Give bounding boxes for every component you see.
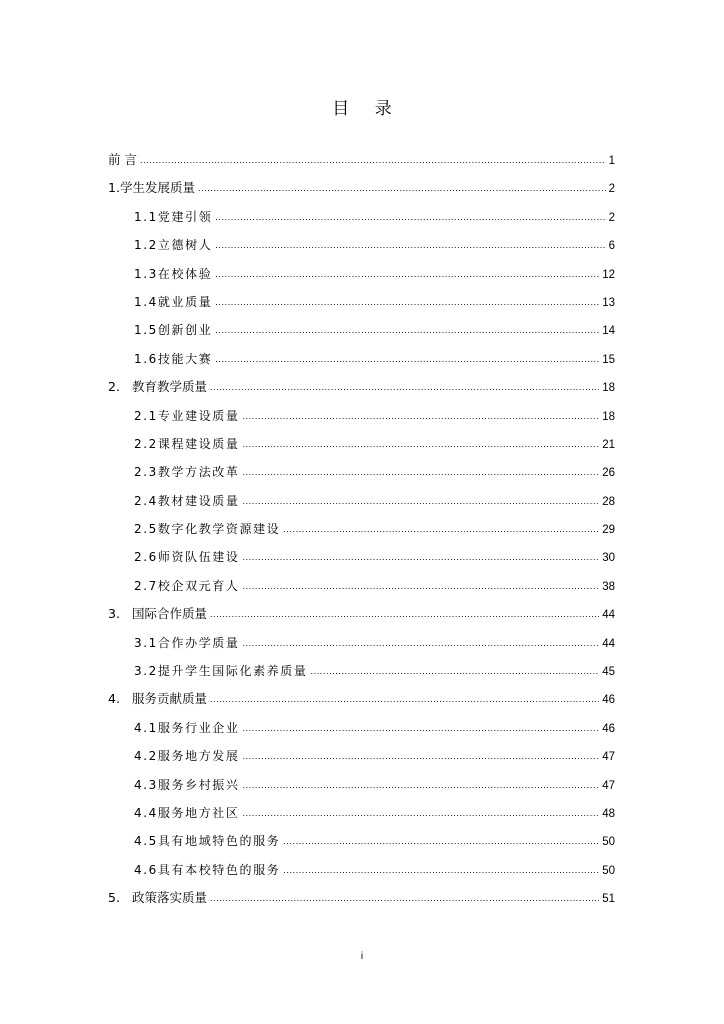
toc-section-entry[interactable]: [108, 288, 615, 316]
toc-chapter-entry[interactable]: [108, 174, 615, 202]
toc-dot-leader: [198, 174, 606, 202]
toc-entry-label: 创新创业: [157, 323, 213, 338]
toc-entry-number: 2.6: [134, 550, 158, 565]
toc-entry-label: 教材建设质量: [157, 493, 240, 508]
toc-dot-leader: [243, 771, 600, 799]
toc-dot-leader: [210, 600, 599, 628]
page-number: i: [360, 951, 364, 962]
toc-section-entry[interactable]: [108, 572, 615, 600]
toc-dot-leader: [283, 827, 599, 855]
toc-entry-page: 26: [602, 467, 615, 480]
toc-section-entry[interactable]: [108, 742, 615, 770]
toc-entry-page: 50: [602, 864, 615, 877]
toc-entry-number: 1.5: [134, 323, 158, 338]
toc-dot-leader: [283, 515, 599, 543]
toc-dot-leader: [243, 742, 600, 770]
toc-dot-leader: [215, 288, 599, 316]
toc-entry-page: 2: [608, 183, 615, 196]
toc-entry-page: 1: [608, 155, 615, 167]
toc-entry-label: 合作办学质量: [157, 635, 240, 650]
toc-entry-label: 在校体验: [157, 266, 213, 281]
toc-dot-leader: [243, 430, 600, 458]
toc-dot-leader: [215, 231, 605, 259]
toc-entry-label: 课程建设质量: [157, 436, 240, 451]
toc-entry-page: 30: [602, 552, 615, 565]
toc-dot-leader: [215, 203, 605, 231]
toc-entry-number: 4.4: [134, 805, 158, 820]
toc-entry-label: 数字化教学资源建设: [157, 522, 281, 537]
toc-entry-number: 5.: [108, 890, 120, 906]
toc-entry-label: 技能大赛: [157, 351, 213, 366]
toc-section-entry[interactable]: [108, 402, 615, 430]
toc-entry-number: 4.2: [134, 749, 158, 764]
toc-section-entry[interactable]: [108, 714, 615, 742]
toc-entry-label: 具有本校特色的服务: [157, 862, 281, 877]
toc-entry-page: 6: [608, 240, 615, 253]
toc-entry-page: 45: [602, 666, 615, 679]
toc-entry-label: 服务行业企业: [157, 720, 240, 735]
toc-entry-label: 政策落实质量: [131, 890, 207, 906]
toc-entry-number: 1.: [108, 180, 120, 196]
toc-dot-leader: [243, 402, 600, 430]
toc-entry-page: 38: [602, 580, 615, 593]
toc-chapter-entry[interactable]: [108, 884, 615, 912]
table-of-contents: [108, 146, 615, 913]
toc-dot-leader: [210, 884, 599, 912]
toc-entry-number: 2.7: [134, 578, 158, 593]
toc-entry-label: 服务乡村振兴: [157, 777, 240, 792]
toc-entry-page: 44: [602, 609, 615, 622]
toc-dot-leader: [243, 799, 600, 827]
toc-entry-label: 服务贡献质量: [131, 691, 207, 707]
toc-entry-number: 3.2: [134, 664, 158, 679]
toc-entry-page: 21: [602, 438, 615, 451]
toc-section-entry[interactable]: [108, 515, 615, 543]
toc-entry-label: 服务地方社区: [157, 805, 240, 820]
toc-dot-leader: [243, 572, 600, 600]
toc-entry-page: 47: [602, 751, 615, 764]
toc-section-entry[interactable]: [108, 231, 615, 259]
toc-section-entry[interactable]: [108, 345, 615, 373]
toc-entry-number: 3.1: [134, 635, 158, 650]
toc-entry-page: 18: [602, 382, 615, 395]
toc-entry-number: 1.1: [134, 209, 158, 224]
toc-dot-leader: [215, 345, 599, 373]
toc-entry-label: 服务地方发展: [157, 749, 240, 764]
toc-dot-leader: [243, 543, 600, 571]
toc-chapter-entry[interactable]: [108, 600, 615, 628]
toc-entry-label: 专业建设质量: [157, 408, 240, 423]
toc-entry-number: 1.6: [134, 351, 158, 366]
toc-entry-page: 48: [602, 807, 615, 820]
toc-dot-leader: [215, 260, 599, 288]
toc-entry-label: 立德树人: [157, 238, 213, 253]
toc-entry-page: 46: [602, 694, 615, 707]
toc-chapter-entry[interactable]: [108, 373, 615, 401]
toc-entry-number: 2.: [108, 379, 120, 395]
toc-entry-number: 3.: [108, 606, 120, 622]
toc-entry-label: 学生发展质量: [119, 180, 195, 196]
toc-entry-number: 1.2: [134, 238, 158, 253]
toc-section-entry[interactable]: [108, 657, 615, 685]
toc-entry-page: 14: [602, 325, 615, 338]
toc-dot-leader: [243, 629, 600, 657]
toc-entry-label: 党建引领: [157, 209, 213, 224]
toc-entry-label: 具有地域特色的服务: [157, 834, 281, 849]
toc-section-entry[interactable]: [108, 430, 615, 458]
toc-entry-page: 29: [602, 524, 615, 537]
toc-section-entry[interactable]: [108, 316, 615, 344]
toc-section-entry[interactable]: [108, 203, 615, 231]
toc-entry-number: 2.5: [134, 522, 158, 537]
toc-entry-number: 4.6: [134, 862, 158, 877]
toc-section-entry[interactable]: [108, 629, 615, 657]
toc-entry-label: 师资队伍建设: [157, 550, 240, 565]
toc-entry-label: 就业质量: [157, 294, 213, 309]
toc-dot-leader: [243, 714, 600, 742]
toc-entry-number: 1.4: [134, 294, 158, 309]
toc-entry-page: 12: [602, 268, 615, 281]
toc-section-entry[interactable]: [108, 260, 615, 288]
toc-section-entry[interactable]: [108, 827, 615, 855]
toc-dot-leader: [243, 458, 600, 486]
toc-section-entry[interactable]: [108, 799, 615, 827]
toc-entry-page: 18: [602, 410, 615, 423]
toc-dot-leader: [210, 373, 599, 401]
toc-entry-page: 50: [602, 836, 615, 849]
toc-entry-number: 2.2: [134, 436, 158, 451]
toc-entry-page: 44: [602, 637, 615, 650]
toc-entry-label: 教学方法改革: [157, 465, 240, 480]
toc-entry-page: 15: [602, 353, 615, 366]
toc-entry-number: 4.: [108, 691, 120, 707]
toc-dot-leader: [215, 316, 599, 344]
toc-section-entry[interactable]: [108, 458, 615, 486]
toc-entry-number: 4.3: [134, 777, 158, 792]
toc-entry-label: 提升学生国际化素养质量: [157, 664, 308, 679]
toc-section-entry[interactable]: [108, 487, 615, 515]
toc-entry-number: 4.5: [134, 834, 158, 849]
toc-entry-page: 13: [602, 296, 615, 309]
toc-dot-leader: [283, 856, 599, 884]
toc-entry-number: 1.3: [134, 266, 158, 281]
toc-entry-number: 4.1: [134, 720, 158, 735]
toc-section-entry[interactable]: [108, 543, 615, 571]
toc-entry-number: 2.1: [134, 408, 158, 423]
toc-entry-page: 28: [602, 495, 615, 508]
toc-chapter-entry[interactable]: [108, 685, 615, 713]
toc-entry-number: 2.3: [134, 465, 158, 480]
page-title: 目 录: [332, 99, 402, 119]
toc-entry-page: 47: [602, 779, 615, 792]
toc-dot-leader: [311, 657, 600, 685]
toc-entry-page: 51: [602, 893, 615, 906]
toc-section-entry[interactable]: [108, 856, 615, 884]
toc-entry-label: 国际合作质量: [131, 606, 207, 622]
toc-entry-label: 前 言: [108, 152, 137, 167]
toc-entry-label: 教育教学质量: [131, 379, 207, 395]
toc-entry-page: 46: [602, 722, 615, 735]
toc-entry-number: 2.4: [134, 493, 158, 508]
toc-dot-leader: [140, 146, 606, 174]
toc-entry-label: 校企双元育人: [157, 578, 240, 593]
toc-section-entry[interactable]: [108, 771, 615, 799]
toc-dot-leader: [243, 487, 600, 515]
toc-chapter-entry[interactable]: [108, 146, 615, 174]
toc-dot-leader: [210, 685, 599, 713]
toc-entry-page: 2: [608, 211, 615, 224]
